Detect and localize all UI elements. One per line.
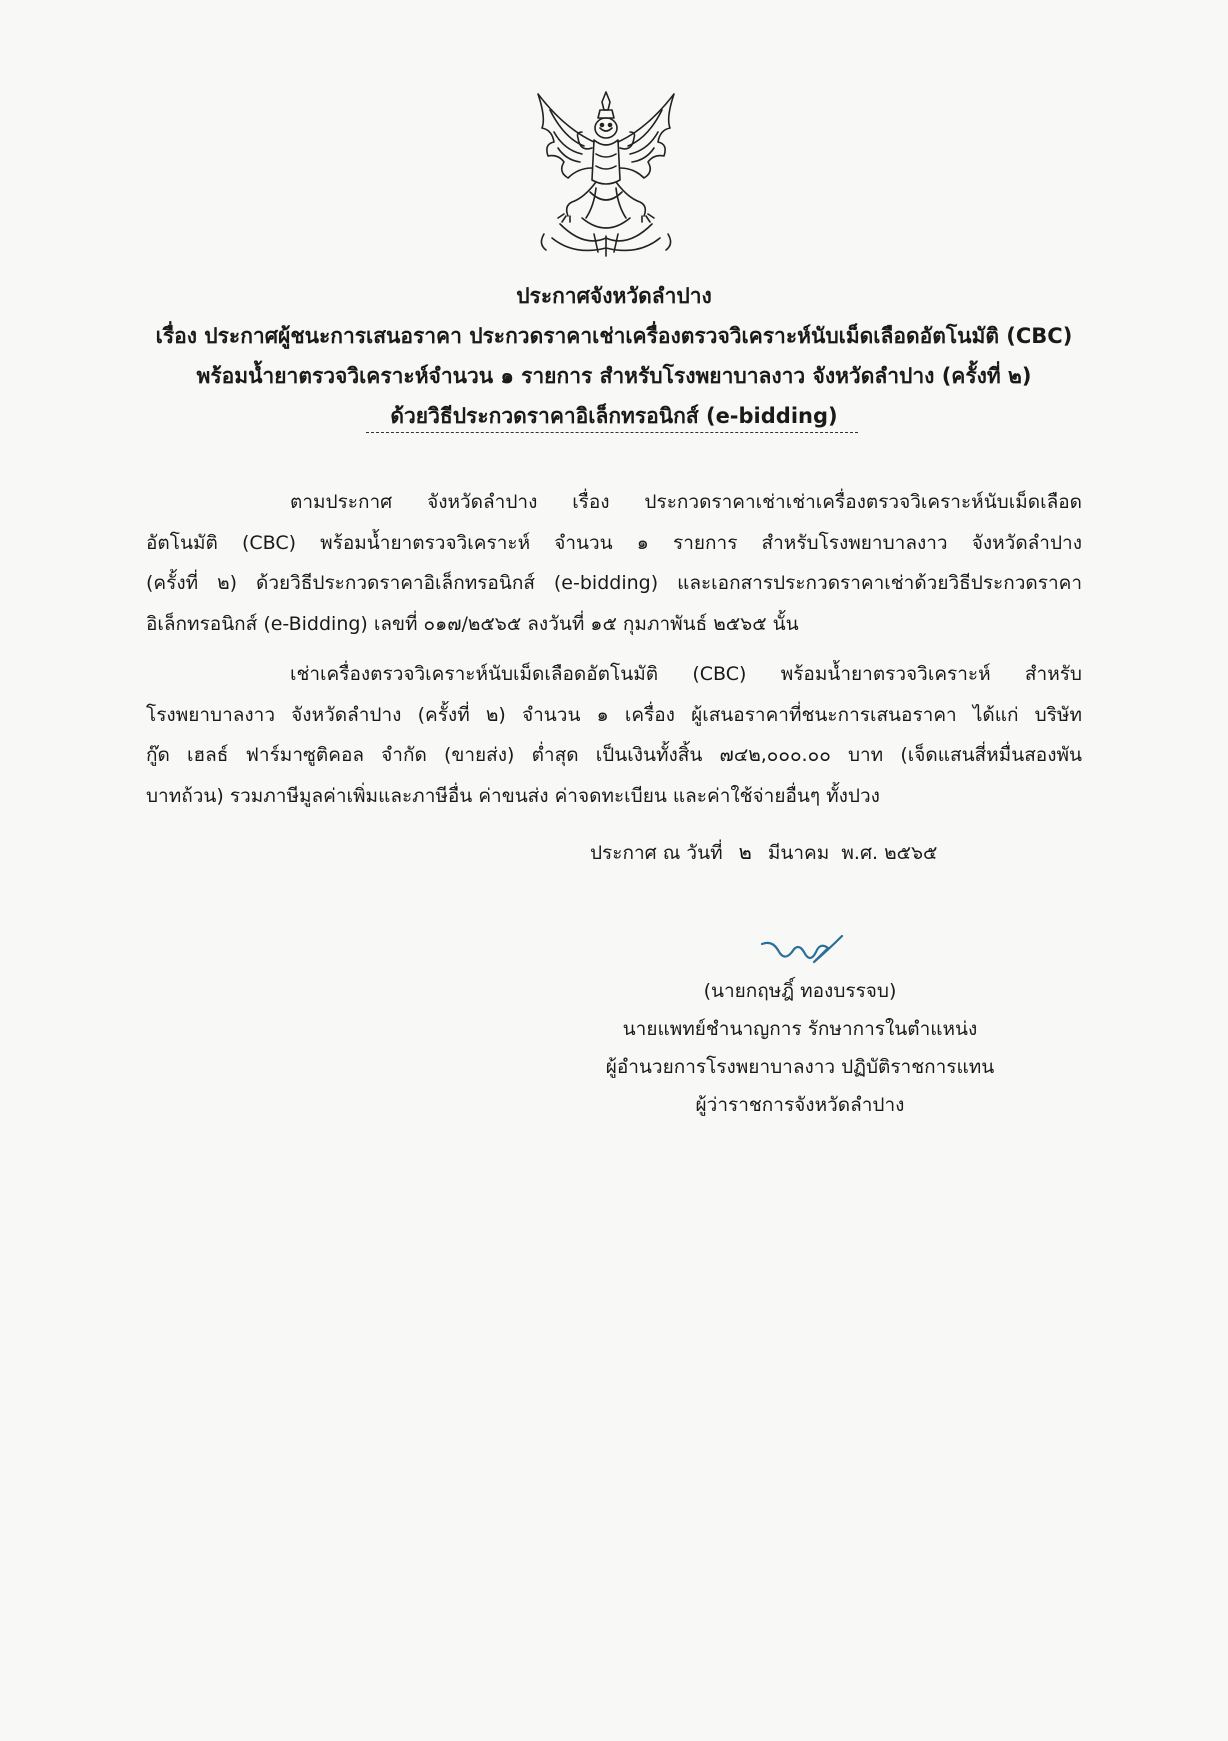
subject-line-2: พร้อมน้ำยาตรวจวิเคราะห์จำนวน ๑ รายการ สำหรับโรงพยาบาลงาว จังหวัดลำปาง (ครั้งที่ ๒) xyxy=(196,364,1032,388)
signer-block xyxy=(520,972,1080,1124)
paragraph-2 xyxy=(146,654,1082,816)
date-year: พ.ศ. ๒๕๖๕ xyxy=(841,842,938,864)
paragraph-1-line: อัตโนมัติ (CBC) พร้อมน้ำยาตรวจวิเคราะห์ จำนวน ๑ รายการ สำหรับโรงพยาบาลงาว จังหวัดลำปาง xyxy=(146,531,1082,554)
date-day: ๒ xyxy=(738,840,752,864)
signer-position-1: นายแพทย์ชำนาญการ รักษาการในตำแหน่ง xyxy=(622,1018,978,1040)
paragraph-2-line: โรงพยาบาลงาว จังหวัดลำปาง (ครั้งที่ ๒) จำนวน ๑ เครื่อง ผู้เสนอราคาที่ชนะการเสนอราคา ได้แก่ บริษัท xyxy=(146,703,1082,726)
paragraph-2-line: บาทถ้วน) รวมภาษีมูลค่าเพิ่มและภาษีอื่น ค่าขนส่ง ค่าจดทะเบียน และค่าใช้จ่ายอื่นๆ ทั้งปวง xyxy=(146,784,880,807)
paragraph-1-line: อิเล็กทรอนิกส์ (e-Bidding) เลขที่ ๐๑๗/๒๕๖๕ ลงวันที่ ๑๕ กุมภาพันธ์ ๒๕๖๕ นั้น xyxy=(146,612,799,635)
paragraph-1-line: ตามประกาศ จังหวัดลำปาง เรื่อง ประกวดราคาเช่าเช่าเครื่องตรวจวิเคราะห์นับเม็ดเลือด xyxy=(290,491,1082,513)
signer-position-3: ผู้ว่าราชการจังหวัดลำปาง xyxy=(695,1094,905,1116)
paragraph-1-line: (ครั้งที่ ๒) ด้วยวิธีประกวดราคาอิเล็กทรอนิกส์ (e-bidding) และเอกสารประกวดราคาเช่าด้วยวิธีประกวดราคา xyxy=(146,572,1082,594)
date-month: มีนาคม xyxy=(767,842,830,864)
paragraph-2-line: กู๊ด เฮลธ์ ฟาร์มาซูติคอล จำกัด (ขายส่ง) ต่ำสุด เป็นเงินทั้งสิ้น ๗๔๒,๐๐๐.๐๐ บาท (เจ็ดแสนสี่หมื่นสองพัน xyxy=(146,744,1082,766)
document-header xyxy=(100,276,1128,436)
header-divider xyxy=(366,432,858,433)
signer-name: (นายกฤษฎิ์ ทองบรรจบ) xyxy=(703,980,897,1002)
announcement-date xyxy=(590,836,937,868)
date-prefix: ประกาศ ณ วันที่ xyxy=(590,842,723,864)
paragraph-1 xyxy=(146,482,1082,644)
document-title: ประกาศจังหวัดลำปาง xyxy=(516,284,712,308)
garuda-emblem-icon xyxy=(524,88,688,258)
signature-icon xyxy=(758,930,848,974)
subject-line-1: เรื่อง ประกาศผู้ชนะการเสนอราคา ประกวดราคาเช่าเครื่องตรวจวิเคราะห์นับเม็ดเลือดอัตโนมัติ (CBC) xyxy=(155,324,1073,348)
signer-position-2: ผู้อำนวยการโรงพยาบาลงาว ปฏิบัติราชการแทน xyxy=(605,1056,995,1078)
paragraph-2-line: เช่าเครื่องตรวจวิเคราะห์นับเม็ดเลือดอัตโนมัติ (CBC) พร้อมน้ำยาตรวจวิเคราะห์ สำหรับ xyxy=(290,663,1082,685)
subject-line-3: ด้วยวิธีประกวดราคาอิเล็กทรอนิกส์ (e-bidding) xyxy=(390,404,838,428)
